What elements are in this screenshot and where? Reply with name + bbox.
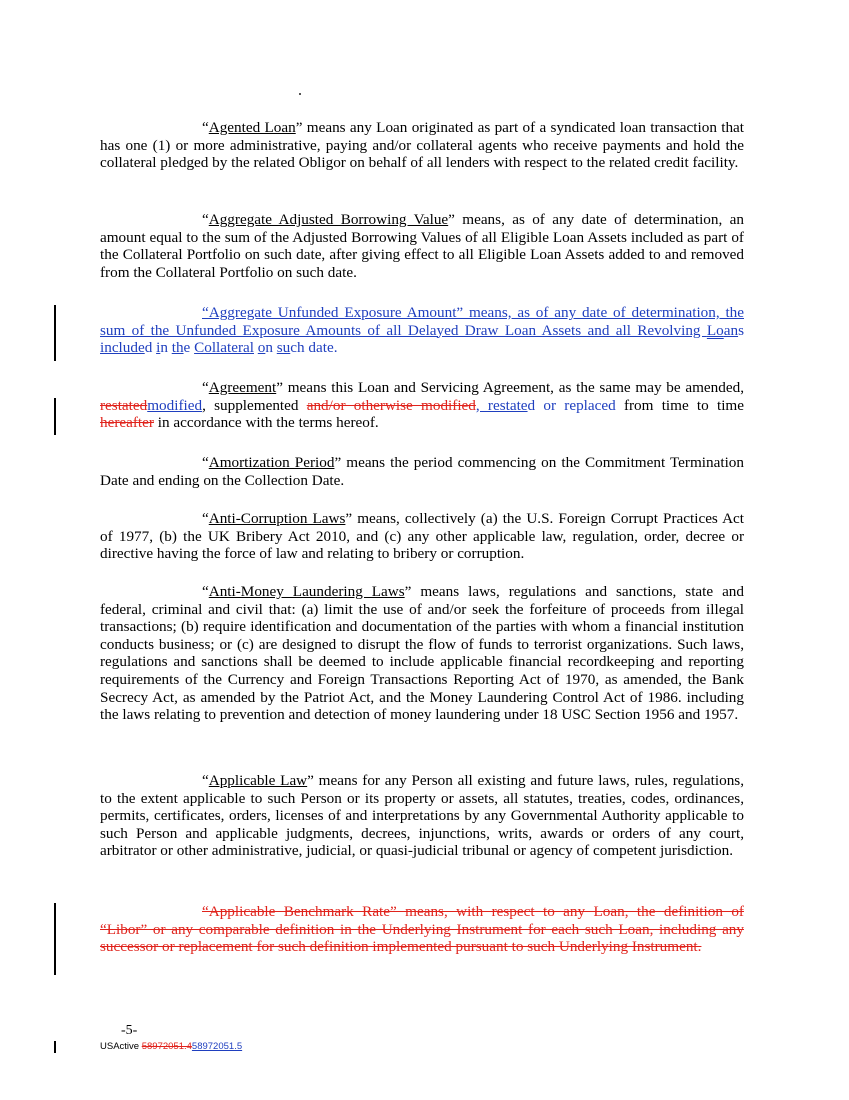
term-anti-corruption: Anti-Corruption Laws (208, 510, 346, 527)
page-number: -5- (121, 1023, 138, 1038)
term-amortization: Amortization Period (208, 454, 335, 471)
term-agented-loan: Agented Loan (208, 119, 296, 136)
term-anti-money: Anti-Money Laundering Laws (208, 583, 405, 600)
definition-aggregate-adjusted-borrowing-value: “Aggregate Adjusted Borrowing Value” means, as of any date of determination, an amount equal to the sum of the Adjusted Borrowing Values of all Eligible Loan Assets included as part of the Collateral Portfolio on such date, after giving effect to all Eligible Loan Assets added to and removed from the Collateral Portfolio on such date. (100, 211, 744, 281)
term-applicable-law: Applicable Law (208, 772, 308, 789)
definition-aggregate-unfunded-exposure: “Aggregate Unfunded Exposure Amount” means, as of any date of determination, the sum of the Unfunded Exposure Amounts of all Delayed Draw Loan Assets and all Revolving Loans included in the Collateral on such date. (100, 304, 744, 357)
definition-amortization-period: “Amortization Period” means the period commencing on the Commitment Termination Date and ending on the Collection Date. (100, 454, 744, 489)
margin-dot (299, 93, 301, 95)
definition-anti-money-laundering-laws: “Anti-Money Laundering Laws” means laws, regulations and sanctions, state and federal, criminal and civil that: (a) limit the use of and/or seek the forfeiture of proceeds from illegal transactions; (b) require identification and documentation of the parties with whom a financial institution conducts business; or (c) are designed to disrupt the flow of funds to terrorist organizations. Such laws, regulations and sanctions shall be deemed to include applicable financial recordkeeping and reporting requirements of the Currency and Foreign Transactions Reporting Act of 1970, as amended, the Bank Secrecy Act, as amended by the Patriot Act, and the Money Laundering Control Act of 1986. including the laws relating to prevention and detection of money laundering under 18 USC Section 1956 and 1957. (100, 583, 744, 724)
change-bar (54, 305, 56, 361)
definition-agreement: “Agreement” means this Loan and Servicing Agreement, as the same may be amended, restatedmodified, supplemented and/or otherwise modified, restated or replaced from time to time hereafter in accordance with the terms hereof. (100, 379, 744, 432)
change-bar (54, 398, 56, 435)
definition-applicable-law: “Applicable Law” means for any Person all existing and future laws, rules, regulations, to the extent applicable to such Person or its property or assets, all statutes, treaties, codes, ordinances, permits, certificates, orders, licenses of and interpretations by any Governmental Authority applicable to such Person and applicable judgments, decrees, injunctions, writs, awards or orders of any court, arbitrator or other administrative, judicial, or quasi-judicial tribunal or agency of competent jurisdiction. (100, 772, 744, 860)
document-footer: USActive 58972051.458972051.5 (100, 1041, 243, 1052)
definition-agented-loan: “Agented Loan” means any Loan originated as part of a syndicated loan transaction that has one (1) or more administrative, paying and/or collateral agents who receive payments and hold the collateral pledged by the related Obligor on behalf of all lenders with respect to the related credit facility. (100, 119, 745, 172)
term-agreement: Agreement (208, 379, 277, 396)
change-bar (54, 1041, 56, 1053)
term-aggregate-adjusted: Aggregate Adjusted Borrowing Value (208, 211, 449, 228)
change-bar (54, 903, 56, 975)
definition-anti-corruption-laws: “Anti-Corruption Laws” means, collectively (a) the U.S. Foreign Corrupt Practices Act of 1977, (b) the UK Bribery Act 2010, and (c) any other applicable law, regulation, order, decree or directive having the force of law and relating to bribery or corruption. (100, 510, 744, 563)
definition-applicable-benchmark-rate: “Applicable Benchmark Rate” means, with respect to any Loan, the definition of “Libor” or any comparable definition in the Underlying Instrument for each such Loan, including any successor or replacement for such definition implemented pursuant to such Underlying Instrument. (100, 903, 744, 956)
